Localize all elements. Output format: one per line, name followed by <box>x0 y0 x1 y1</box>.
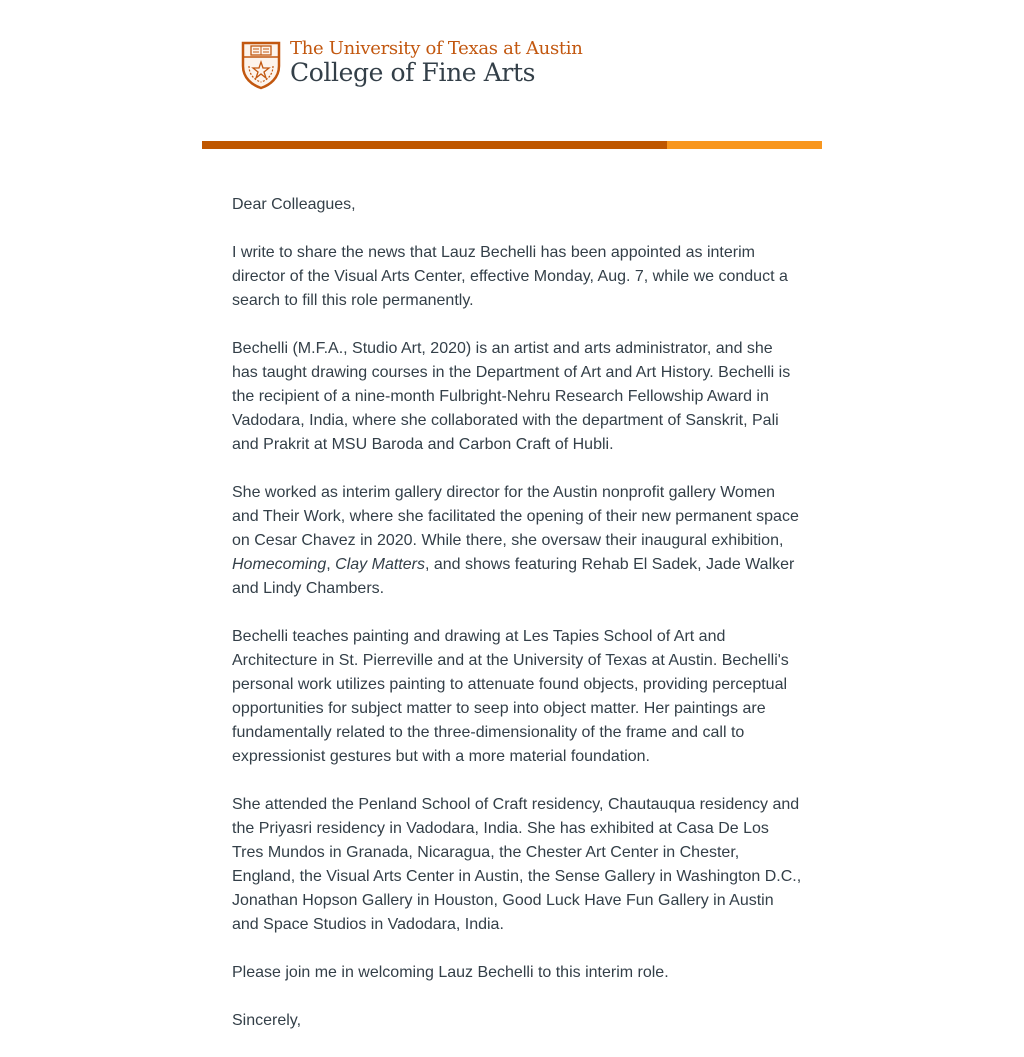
paragraph-background: Bechelli (M.F.A., Studio Art, 2020) is an artist and arts administrator, and she has taught drawing courses in the Department of Art and Art History. Bechelli is the recipient of a nine-month Fulbright-Nehru Research Fellowship Award in Vadodara, India, where she collaborated with the department of Sanskrit, Pali and Prakrit at MSU Baroda and Carbon Craft of Hubli. <box>232 340 791 453</box>
header-rule-light <box>667 141 822 149</box>
ut-shield-crest-icon <box>240 40 282 90</box>
closing: Sincerely, <box>232 1012 302 1029</box>
letter-body <box>232 193 802 1057</box>
paragraph-appointment: I write to share the news that Lauz Bechelli has been appointed as interim director of the Visual Arts Center, effective Monday, Aug. 7, while we conduct a search to fill this role permanently. <box>232 244 788 309</box>
greeting: Dear Colleagues, <box>232 196 356 213</box>
paragraph-welcome: Please join me in welcoming Lauz Bechelli to this interim role. <box>232 964 669 981</box>
college-name: College of Fine Arts <box>290 58 536 87</box>
text: , <box>326 556 336 573</box>
paragraph-residencies: She attended the Penland School of Craft residency, Chautauqua residency and the Priyasri residency in Vadodara, India. She has exhibited at Casa De Los Tres Mundos in Granada, Nicaragua, the Chester Art Center in Chester, England, the Visual Arts Center in Austin, the Sense Gallery in Washington D.C., Jonathan Hopson Gallery in Houston, Good Luck Have Fun Gallery in Austin and Space Studios in Vadodara, India. <box>232 796 802 933</box>
exhibition-title-homecoming: Homecoming <box>232 556 327 573</box>
text: , and shows featuring Rehab El Sadek, Jade Walker and Lindy Chambers. <box>232 556 795 597</box>
text: She worked as interim gallery director for the Austin nonprofit gallery Women and Their Work, where she facilitated the opening of their new permanent space on Cesar Chavez in 2020. While there, she oversaw their inaugural exhibition, <box>232 484 799 549</box>
header-rule-dark <box>202 141 667 149</box>
university-name: The University of Texas at Austin <box>290 38 583 59</box>
college-logo <box>240 38 583 94</box>
exhibition-title-clay-matters: Clay Matters <box>335 556 425 573</box>
paragraph-teaching: Bechelli teaches painting and drawing at Les Tapies School of Art and Architecture in St. Pierreville and at the University of Texas at Austin. Bechelli's personal work utilizes painting to attenuate found objects, providing perceptual opportunities for subject matter to seep into object matter. Her paintings are fundamentally related to the three-dimensionality of the frame and call to expressionist gestures but with a more material foundation. <box>232 628 789 765</box>
paragraph-gallery-work <box>232 481 802 601</box>
